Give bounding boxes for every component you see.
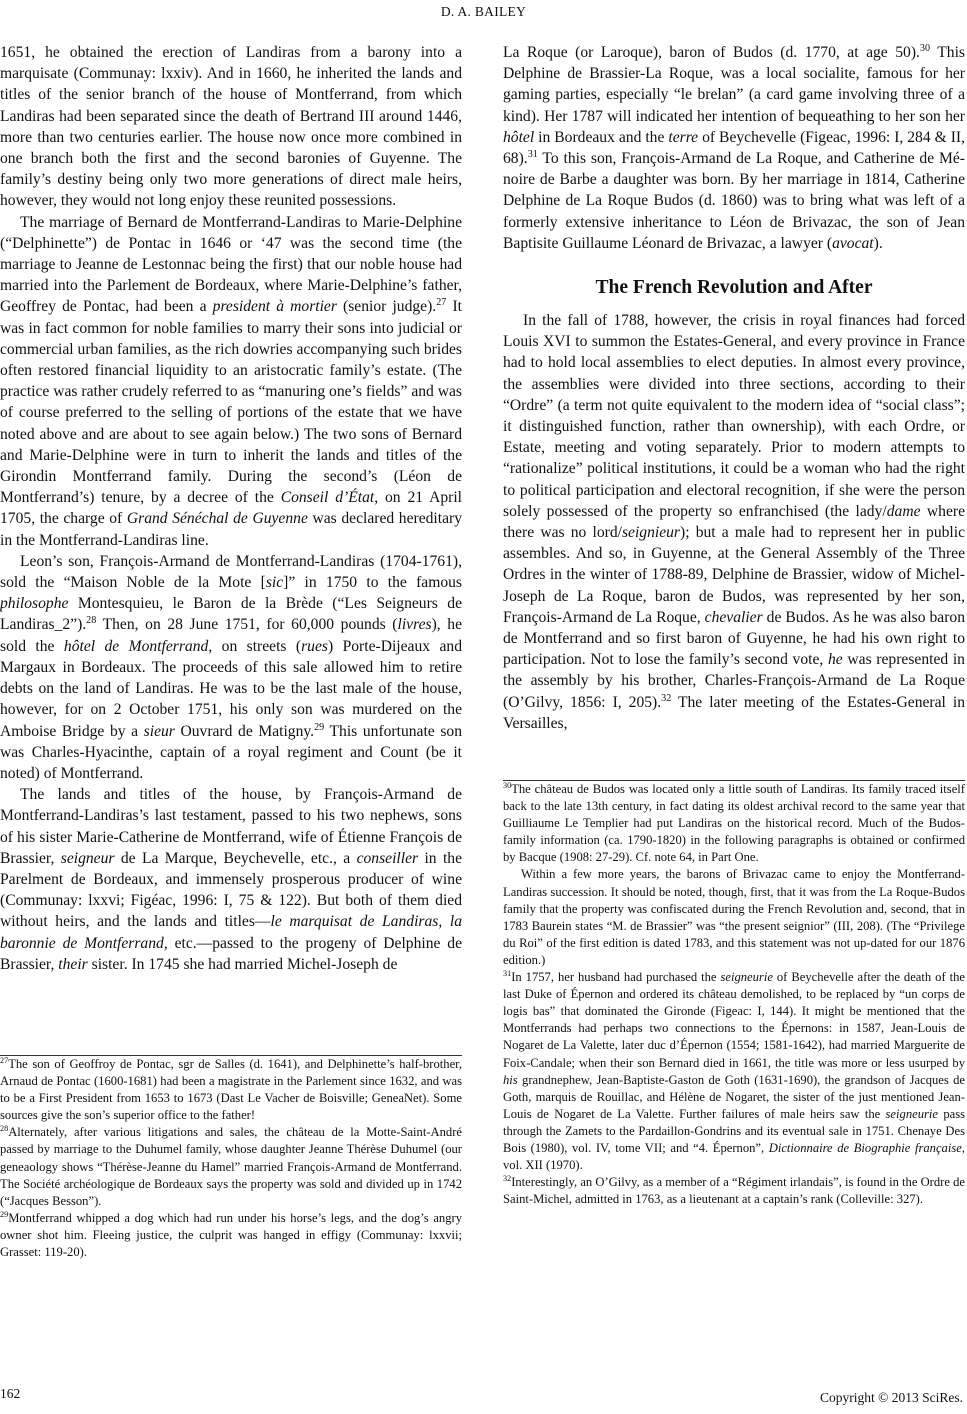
paragraph: 1651, he obtained the erection of Landiras from a barony into a marquisate (Communay: lxxiv). And in 1660, he inherited the lands and titles of the senior branch of the house of Montferrand, from which Landiras had been separated since the death of Bertrand III around 1446, more than two centuries earlier. The house now once more combined in one branch both the first and the second baronies of Guyenne. The family’s destiny being only two more generations of direct male heirs, however, they would not long enjoy these reunited possessions. xyxy=(0,44,462,210)
paragraph: La Roque (or Laroque), baron of Budos (d. 1770, at age 50).$^{30}$ This Delphine de Brassier-La Roque, was a local socialite, famous for her gaming parties, especially “le brelan” (a card game involving three of a kind). Her 1787 will indicated her intention of bequeathing to her son her hôtel in Bordeaux and the terre of Beychevelle (Figeac, 1996: I, 284 & II, 68).$^{31}$ To this son, François-Armand de La Roque, and Catherine de Ménoire de Barbe a daughter was born. By her marriage in 1814, Catherine Delphine de La Roque Budos (d. 1860) was to bring what was left of a formerly extensive inheritance to Léon de Brivazac, the son of Jean Baptisite Guillaume Léonard de Brivazac, a lawyer (avocat). xyxy=(503,42,966,252)
paragraph: The marriage of Bernard de Montferrand-Landiras to Marie-Delphine (“Delphinette”) de Pontac in 1646 or ‘47 was the second time (the marriage to Jeanne de Lestonnac being the first) that our noble house had married into the Parlement de Bordeaux, where Marie-Delphine’s father, Geoffrey de Pontac, had been a president à mortier (senior judge).$^{27}$ It was in fact common for noble families to marry their sons into judicial or commercial urban families, as the rich dowries accompanying such brides often restored financial liquidity to an aristocratic family’s estate. (The practice was rather crudely referred to as “manuring one’s fields” and was of course preferred to the selling of portions of the estate that we have noted above and are about to see again below.) The two sons of Bernard and Marie-Delphine were in turn to inherit the lands and titles of the Girondin Montferrand family. During the second’s (Léon de Montferrand’s) tenure, by a decree of the Conseil d’État, on 21 April 1705, the charge of Grand Sénéchal de Guyenne was declared hereditary in the Montferrand-Landiras line. xyxy=(0,213,462,549)
right-footnotes xyxy=(503,780,965,1208)
footnote-ref[interactable]: 29 xyxy=(314,721,325,733)
left-column xyxy=(0,42,462,975)
left-footnotes xyxy=(0,1055,462,1261)
footnote-30-continued: Within a few more years, the barons of Brivazac came to enjoy the Montferrand-Landiras succession. It should be noted, though, first, that it was from the La Roque-Budos family that the property was confiscated during the French Revolution and, second, that in 1783 Baurein states “M. de Brassier” was “the present seignior” (III, 208). (The “Privilege du Roi” of the first edition is dated 1783, and this statement was not up-dated for our 1876 edition.) xyxy=(503,867,965,967)
running-header xyxy=(0,4,967,20)
section-title: The French Revolution and After xyxy=(595,277,873,299)
footnote-ref[interactable]: 32 xyxy=(661,692,672,704)
footnote-27: $^{27}$The son of Geoffroy de Pontac, sgr de Salles (d. 1641), and Delphinette’s half-brother, Arnaud de Pontac (1600-1681) had been a magistrate in the Parlement since 1632, and was to be a First President from 1653 to 1673 (Dast Le Vacher de Boisville; GeneaNet). Some sources give the son’s superior office to the father! xyxy=(0,1055,462,1123)
running-title: D. A. BAILEY xyxy=(440,4,527,19)
footnote-ref[interactable]: 27 xyxy=(436,297,447,309)
footnote-29: $^{29}$Montferrand whipped a dog which had run under his horse’s legs, and the dog’s angry owner shot him. Fleeing justice, the culprit was hanged in effigy (Communay: lxxvii; Grasset: 119-20). xyxy=(0,1209,462,1260)
footnote-ref[interactable]: 30 xyxy=(919,42,931,54)
footnote-31: $^{31}$In 1757, her husband had purchased the seigneurie of Beychevelle after the death of the last Duke of Épernon and ordered its château demolished, to be replaced by “un corps de logis bas” that dominated the Gironde (Figeac: I, 144). It might be mentioned that the Montferrands had perhaps two connections to the Épernons: in 1587, Jean-Louis de Nogaret de La Valette, later duc d’Épernon (1554; 1581-1642), had married Marguerite de Foix-Candale; when their son Bernard died in 1661, the title was more or less usurped by his grandnephew, Jean-Baptiste-Gaston de Goth (1631-1690), the grandson of Jacques de Goth, marquis de Rouillac, and Hélène de Nogaret, the sister of the just mentioned Jean-Louis de Nogaret de La Valette. Further failures of male heirs saw the seigneurie pass through the Zamets to the Pardaillon-Gondrins and its eventual sale in 1751. Chenaye Des Bois (1980), vol. IV, tome VII; and “4. Épernon”, Dictionnaire de Biographie française, vol. XII (1970). xyxy=(503,968,966,1173)
copyright-notice: Copyright © 2013 SciRes. xyxy=(819,1390,963,1405)
footnote-30: $^{30}$The château de Budos was located only a little south of Landiras. Its family traced itself back to the late 13th century, in fact dating its oldest archival record to the same year that Guilliaume Le Templier had put Landiras on the historical record. Much of the Budos-family information (ca. 1790-1820) in the following paragraphs is obtained or confirmed by Bacque (1908: 27-29). Cf. note 64, in Part One. xyxy=(503,780,965,865)
paragraph: Leon’s son, François-Armand de Montferrand-Landiras (1704-1761), sold the “Maison Noble de la Mote [sic]” in 1750 to the famous philosophe Montesquieu, le Baron de la Brède (“Les Seigneurs de Landiras_2”).$^{28}$ Then, on 28 June 1751, for 60,000 pounds (livres), he sold the hôtel de Montferrand, on streets (rues) Porte-Dijeaux and Margaux in Bordeaux. The proceeds of this sale allowed him to retire debts on the land of Landiras. He was to be the last male of the house, however, for on 2 October 1751, his only son was murdered on the Amboise Bridge by a sieur Ouvrard de Matigny.$^{29}$ This unfortunate son was Charles-Hyacinthe, captain of a royal regiment and Count (be it noted) of Montferrand. xyxy=(0,552,462,782)
footnote-28: $^{28}$Alternately, after various litigations and sales, the château de la Motte-Saint-André passed by marriage to the Duhumel family, whose daughter Jeanne Thérèse Duhumel (our geneaology shows “Thérèse-Jeanne du Hamel” married François-Armand de Montferrand. The Société archéologique de Bordeaux says the property was sold and divided up in 1742 (“Jacques Besson”). xyxy=(0,1124,462,1208)
right-column xyxy=(503,42,965,734)
footnote-ref[interactable]: 31 xyxy=(527,148,538,160)
page-number: 162 xyxy=(0,1386,21,1401)
footnote-ref[interactable]: 28 xyxy=(86,615,97,627)
paragraph: In the fall of 1788, however, the crisis in royal finances had forced Louis XVI to summon the Estates-General, and every province in France had to hold local assemblies to elect deputies. In almost every province, the assemblies were divided into three sections, according to their “Ordre” (a term not quite equivalent to the modern idea of “social class”; it distinguished function, rather than ownership), with each Ordre, or Estate, meeting and voting separately. Prior to modern attempts to “rationalize” political institutions, it could be a woman who had the right to political participation and electoral recognition, if she were the person solely possessed of the property so enfranchised (the lady/dame where there was no lord/seignieur); but a male had to represent her in public assembles. And so, in Guyenne, at the General Assembly of the Three Ordres in the winter of 1788-89, Delphine de Brassier, widow of Michel-Joseph de La Roque, baron de Budos, was represented by her son, François-Armand de La Roque, chevalier de Budos. As he was also baron de Montferrand and so first baron of Guyenne, he had his own right to participation. Not to lose the family’s second vote, he was represented in the assembly by his brother, Charles-François-Armand de La Roque (O’Gilvy, 1856: I, 205).$^{32}$ The later meeting of the Estates-General in Versailles, xyxy=(503,312,966,732)
footnote-32: $^{32}$Interestingly, an O’Gilvy, as a member of a “Régiment irlandais”, is found in the Ordre de Saint-Michel, admitted in 1763, as a lieutenant at a captain’s rank (Colleville: 327). xyxy=(503,1173,965,1207)
paragraph: The lands and titles of the house, by François-Armand de Montferrand-Landiras’s last testament, passed to his two nephews, sons of his sister Marie-Catherine de Montferrand, wife of Étienne François de Brassier, seigneur de La Marque, Beychevelle, etc., a conseiller in the Parelment de Bordeaux, and immensely prosperous producer of wine (Communay: lxxvi; Figéac, 1996: I, 75 & 122). But both of them died without heirs, and the lands and titles—le marquisat de Landiras, la baronnie de Montferrand, etc.—passed to the progeny of Delphine de Brassier, their sister. In 1745 she had married Michel-Joseph de xyxy=(0,786,463,973)
